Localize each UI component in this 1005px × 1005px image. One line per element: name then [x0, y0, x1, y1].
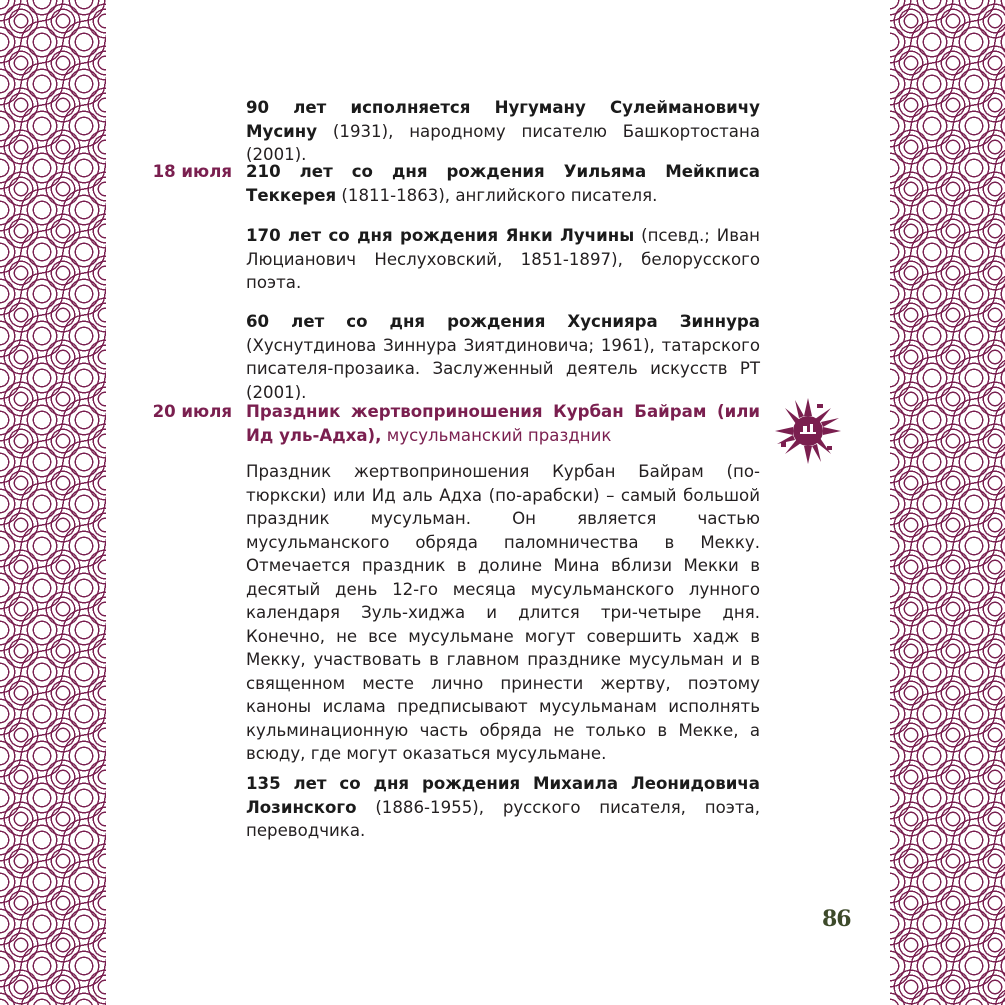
entry-description: (1931), народному писателю Башкортостана (2001). — [246, 121, 760, 164]
decorative-emblem-icon — [773, 396, 843, 466]
entry-lozinsky — [246, 772, 760, 843]
entry-kurban-bayram — [246, 400, 760, 447]
entry-title: Праздник жертвоприношения Курбан Байрам (или Ид уль-Адха), — [246, 402, 760, 445]
entry-description: (псевд.; Иван Люцианович Неслуховский, 1851-1897), белорусского поэта. — [246, 226, 760, 292]
date-20-july: 20 июля — [152, 402, 232, 421]
entry-description: (Хуснутдинова Зиннура Зиятдиновича; 1961), татарского писателя-прозаика. Заслуженный деятель искусств РТ (2001). — [246, 335, 760, 402]
entry-title: 90 лет исполняется Нугуману Сулеймановичу Мусину — [246, 98, 760, 141]
entry-zinnur — [246, 310, 760, 404]
entry-description: мусульманский праздник — [381, 425, 612, 445]
entry-title: 210 лет со дня рождения Уильяма Мейкписа Теккерея — [246, 162, 760, 205]
ornamental-border-left — [0, 0, 106, 1005]
entry-thackeray — [246, 160, 760, 207]
entry-kurban-bayram-description: Праздник жертвоприношения Курбан Байрам (по-тюркски) или Ид аль Адха (по-арабски) – самый большой праздник мусульман. Он является частью мусульманского обряда паломничества в Мекку. Отмечается праздник в долине Мина вблизи Мекки в десятый день 12-го месяца мусульманского лунного календаря Зуль-хиджа и длится три-четыре дня. Конечно, не все мусульмане могут совершить хадж в Мекку, участвовать в главном празднике мусульман и в священном месте лично принести жертву, поэтому каноны ислама предписывают мусульманам исполнять кульминационную часть обряда не только в Мекке, а всюду, где могут оказаться мусульмане. — [246, 462, 760, 763]
entry-description: (1886-1955), русского писателя, поэта, переводчика. — [246, 797, 760, 840]
entry-title: 170 лет со дня рождения Янки Лучины — [246, 226, 635, 245]
ornamental-border-right — [890, 0, 1005, 1005]
entry-luchina — [246, 224, 760, 295]
page-number: 86 — [822, 906, 851, 932]
entry-title: 60 лет со дня рождения Хуснияра Зиннура — [246, 312, 760, 331]
entry-musin — [246, 96, 760, 167]
entry-title: 135 лет со дня рождения Михаила Леонидовича Лозинского — [246, 774, 760, 817]
entry-description: (1811-1863), английского писателя. — [336, 185, 658, 205]
date-18-july: 18 июля — [152, 162, 232, 181]
